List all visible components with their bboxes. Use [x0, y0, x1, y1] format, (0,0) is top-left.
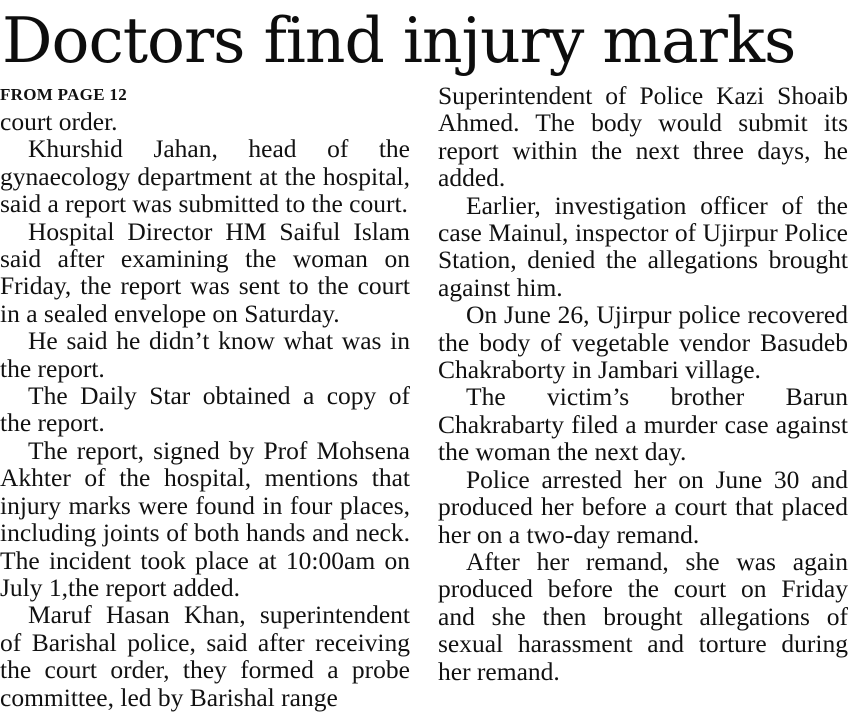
paragraph: The report, signed by Prof Mohsena Akhter of the hospital, mentions that injury marks were found in four places, including joints of both hands and neck. The incident took place at 10:00am on July 1,the report added. — [0, 435, 410, 602]
paragraph-continued: Superintendent of Police Kazi Shoaib Ahmed. The body would submit its report within the next three days, he added. — [438, 81, 848, 193]
article-column-right — [438, 82, 848, 685]
paragraph: Earlier, investigation officer of the case Mainul, inspector of Ujirpur Police Station, denied the allegations brought against him. — [438, 190, 848, 302]
article-column-left — [0, 82, 410, 711]
paragraph: Hospital Director HM Saiful Islam said after examining the woman on Friday, the report was sent to the court in a sealed envelope on Saturday. — [0, 216, 410, 328]
paragraph: The Daily Star obtained a copy of the report. — [0, 381, 410, 438]
paragraph: Khurshid Jahan, head of the gynaecology department at the hospital, said a report was submitted to the court. — [0, 134, 410, 219]
paragraph: After her remand, she was again produced before the court on Friday and she then brought allegations of sexual harassment and torture during her remand. — [438, 546, 848, 686]
jump-line: FROM PAGE 12 — [0, 85, 127, 104]
paragraph: Maruf Hasan Khan, superintendent of Barishal police, said after receiving the court order, they formed a probe committee, led by Barishal range — [0, 600, 410, 712]
headline: Doctors find injury marks — [2, 4, 796, 77]
paragraph: The victim’s brother Barun Chakrabarty filed a murder case against the woman the next day. — [438, 382, 848, 467]
paragraph: He said he didn’t know what was in the report. — [0, 326, 410, 383]
paragraph-continued: court order. — [0, 107, 118, 136]
paragraph: Police arrested her on June 30 and produced her before a court that placed her on a two-day remand. — [438, 464, 848, 549]
paragraph: On June 26, Ujirpur police recovered the body of vegetable vendor Basudeb Chakraborty in Jambari village. — [438, 300, 848, 385]
